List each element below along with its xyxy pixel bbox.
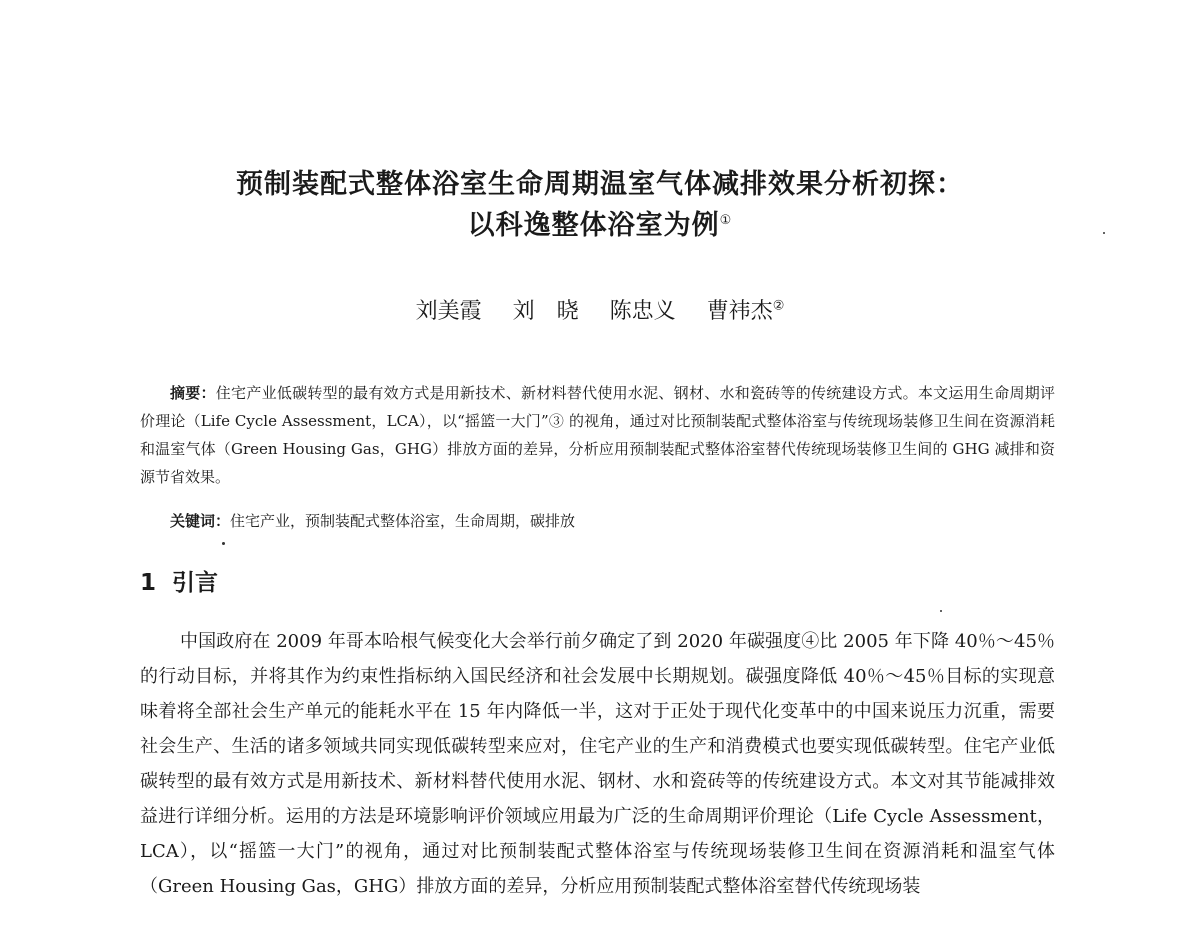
author-list bbox=[0, 294, 1200, 325]
keywords bbox=[170, 507, 1050, 535]
author-footnote-mark: ② bbox=[772, 298, 785, 314]
abstract-label: 摘要： bbox=[170, 384, 216, 402]
title-footnote-mark: ① bbox=[719, 213, 733, 228]
keywords-text: 住宅产业，预制装配式整体浴室，生命周期，碳排放 bbox=[230, 512, 576, 530]
author-name: 陈忠义 bbox=[609, 299, 676, 324]
paper-title-line-1: 预制装配式整体浴室生命周期温室气体减排效果分析初探： bbox=[236, 169, 964, 200]
author-name: 刘美霞 bbox=[415, 299, 482, 324]
abstract bbox=[140, 379, 1055, 491]
scan-speck bbox=[1103, 232, 1105, 234]
section-heading bbox=[140, 564, 218, 597]
abstract-text: 住宅产业低碳转型的最有效方式是用新技术、新材料替代使用水泥、钢材、水和瓷砖等的传统建设方式。本文运用生命周期评价理论（Life Cycle Assessment，LCA），以“摇篮一大门”③ 的视角，通过对比预制装配式整体浴室与传统现场装修卫生间在资源消耗和温室气体（Green Housing Gas，GHG）排放方面的差异，分析应用预制装配式整体浴室替代传统现场装修卫生间的 GHG 减排和资源节省效果。 bbox=[140, 384, 1055, 486]
keywords-label: 关键词： bbox=[170, 512, 231, 530]
author-name: 曹祎杰② bbox=[706, 298, 785, 324]
section-title: 引言 bbox=[172, 570, 219, 596]
section-number: 1 bbox=[140, 570, 157, 596]
body-paragraph: 中国政府在 2009 年哥本哈根气候变化大会举行前夕确定了到 2020 年碳强度④比 2005 年下降 40％～45％的行动目标，并将其作为约束性指标纳入国民经济和社会发展中长期规划。碳强度降低 40％～45％目标的实现意味着将全部社会生产单元的能耗水平在 15 年内降低一半，这对于正处于现代化变革中的中国来说压力沉重，需要社会生产、生活的诸多领域共同实现低碳转型来应对，住宅产业的生产和消费模式也要实现低碳转型。住宅产业低碳转型的最有效方式是用新技术、新材料替代使用水泥、钢材、水和瓷砖等的传统建设方式。本文对其节能减排效益进行详细分析。运用的方法是环境影响评价领域应用最为广泛的生命周期评价理论（Life Cycle Assessment，LCA），以“摇篮一大门”的视角，通过对比预制装配式整体浴室与传统现场装修卫生间在资源消耗和温室气体（Green Housing Gas，GHG）排放方面的差异，分析应用预制装配式整体浴室替代传统现场装 bbox=[140, 631, 1055, 897]
scan-speck bbox=[940, 610, 942, 612]
paper-title-line-2: 以科逸整体浴室为例① bbox=[467, 210, 733, 241]
scan-speck bbox=[222, 542, 225, 545]
author-name: 刘 晓 bbox=[512, 299, 579, 324]
